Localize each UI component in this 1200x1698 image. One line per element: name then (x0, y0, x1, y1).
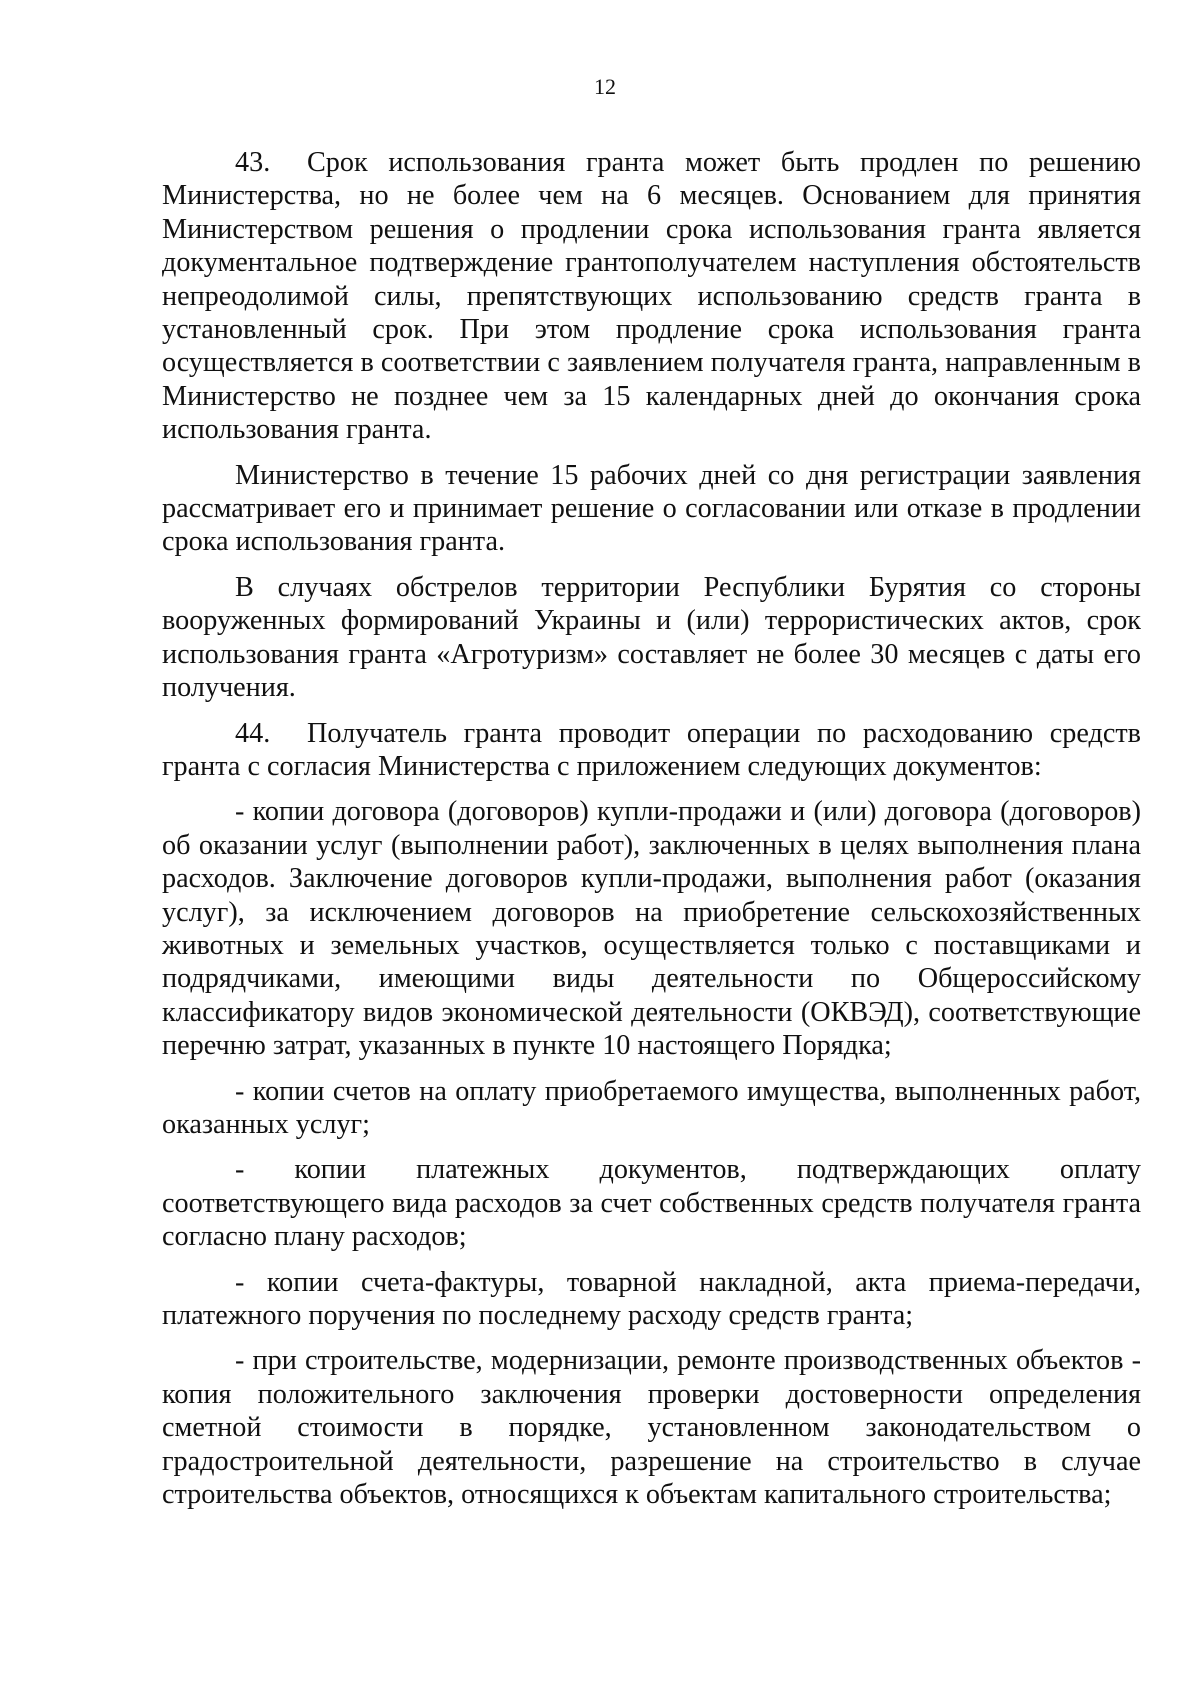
paragraph-text: В случаях обстрелов территории Республики Бурятия со стороны вооруженных формирований Украины и (или) террористических актов, срок использования гранта «Агротуризм» составляет не более 30 месяцев с даты его получения. (162, 571, 1141, 704)
list-item (162, 1075, 1141, 1142)
list-item-text: - копии счета-фактуры, товарной накладной, акта приема-передачи, платежного поручения по последнему расходу средств гранта; (162, 1266, 1141, 1331)
paragraph (162, 459, 1141, 559)
list-item-text: - копии платежных документов, подтверждающих оплату соответствующего вида расходов за счет собственных средств получателя гранта согласно плану расходов; (162, 1154, 1141, 1253)
paragraph-number: 43. (235, 147, 271, 178)
list-item (162, 1153, 1141, 1253)
document-body (162, 146, 1141, 1523)
list-item (162, 795, 1141, 1062)
paragraph-text: Министерство в течение 15 рабочих дней со дня регистрации заявления рассматривает его и принимает решение о согласовании или отказе в продлении срока использования гранта. (162, 459, 1141, 558)
paragraph (162, 717, 1141, 784)
list-item (162, 1266, 1141, 1333)
paragraph-number: 44. (235, 717, 271, 749)
paragraph-text: Срок использования гранта может быть продлен по решению Министерства, но не более чем на 6 месяцев. Основанием для принятия Министерством решения о продлении срока использования гранта является документальное подтверждение грантополучателем наступления обстоятельств непреодолимой силы, препятствующих использованию средств гранта в установленный срок. При этом продление срока использования гранта осуществляется в соответствии с заявлением получателя гранта, направленным в Министерство не позднее чем за 15 календарных дней до окончания срока использования гранта. (162, 147, 1141, 446)
paragraph-text: Получатель гранта проводит операции по расходованию средств гранта с согласия Министерства с приложением следующих документов: (162, 717, 1141, 782)
list-item (162, 1344, 1141, 1511)
list-item-text: - копии счетов на оплату приобретаемого имущества, выполненных работ, оказанных услуг; (162, 1075, 1141, 1140)
list-item-text: - копии договора (договоров) купли-продажи и (или) договора (договоров) об оказании услуг (выполнении работ), заключенных в целях выполнения плана расходов. Заключение договоров купли-продажи, выполнения работ (оказания услуг), за исключением договоров на приобретение сельскохозяйственных животных и земельных участков, осуществляется только с поставщиками и подрядчиками, имеющими виды деятельности по Общероссийскому классификатору видов экономической деятельности (ОКВЭД), соответствующие перечню затрат, указанных в пункте 10 настоящего Порядка; (162, 796, 1141, 1062)
paragraph (162, 571, 1141, 705)
page-number: 12 (594, 74, 616, 99)
list-item-text: - при строительстве, модернизации, ремонте производственных объектов - копия положительного заключения проверки достоверности определения сметной стоимости в порядке, установленном законодательством о градостроительной деятельности, разрешение на строительство в случае строительства объектов, относящихся к объектам капитального строительства; (162, 1345, 1141, 1511)
paragraph (162, 146, 1141, 447)
